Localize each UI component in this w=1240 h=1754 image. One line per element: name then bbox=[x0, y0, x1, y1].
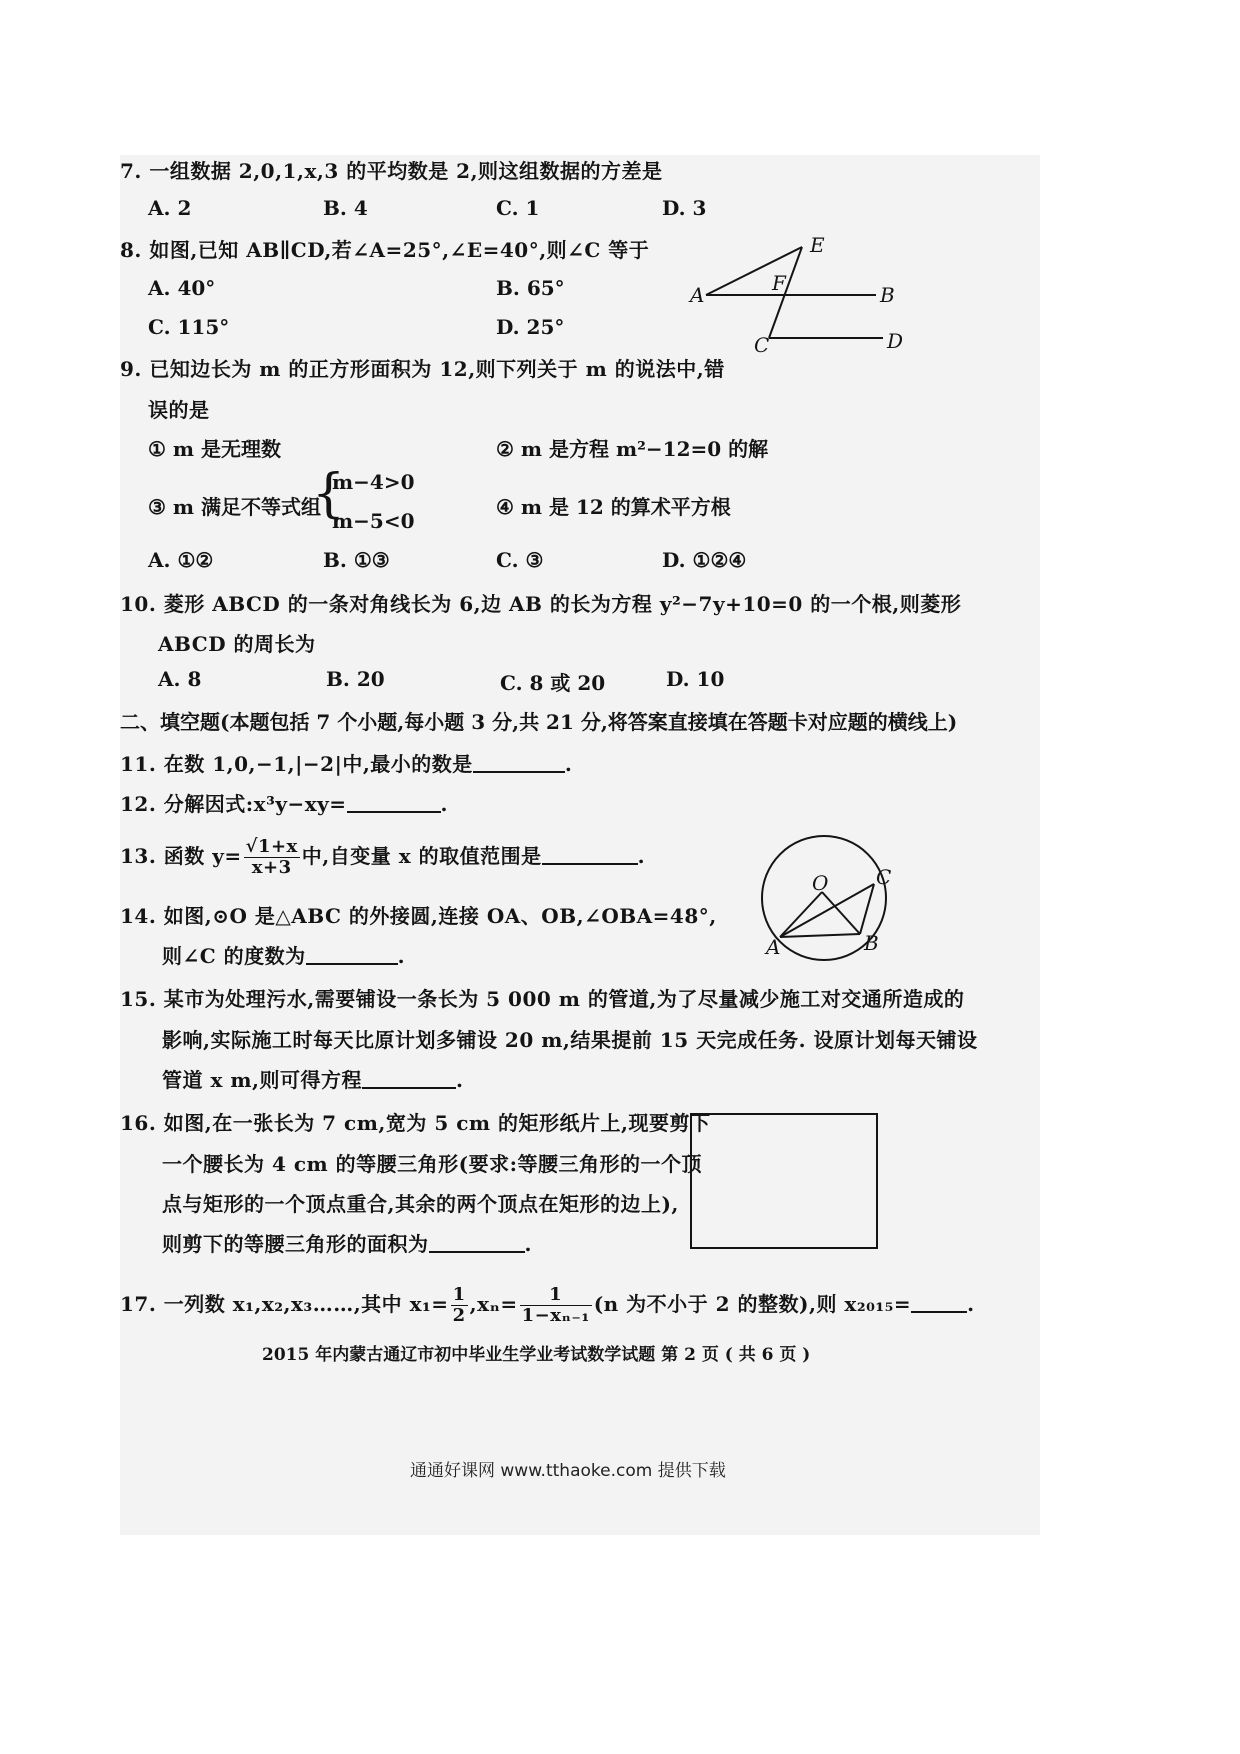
q8-stem: 8. 如图,已知 AB∥CD,若∠A=25°,∠E=40°,则∠C 等于 bbox=[120, 238, 650, 262]
q14-label-b: B bbox=[864, 931, 879, 955]
q14-label-o: O bbox=[812, 871, 829, 895]
q17-stem: 17. 一列数 x₁,x₂,x₃……,其中 x₁= $\frac{1}{2}$ ,xₙ= $\frac{1}{\text{1−xₙ₋₁}}$ (n 为不小于 2 的整数),则 x₂₀₁₅= . bbox=[120, 1284, 975, 1326]
q9-inequality-row2: m−5<0 bbox=[332, 509, 415, 533]
q8-label-c: C bbox=[754, 333, 770, 357]
q10-option-b: B. 20 bbox=[326, 667, 385, 691]
q8-option-d: D. 25° bbox=[496, 315, 565, 339]
q7-option-a: A. 2 bbox=[148, 196, 192, 220]
q8-label-a: A bbox=[690, 283, 705, 307]
q9-stem-line1: 9. 已知边长为 m 的正方形面积为 12,则下列关于 m 的说法中,错 bbox=[120, 357, 725, 381]
q14-line2: 则∠C 的度数为 . bbox=[162, 944, 406, 968]
q8-option-b: B. 65° bbox=[496, 276, 565, 300]
q13-answer-blank bbox=[542, 863, 638, 865]
q9-option-a: A. ①② bbox=[148, 548, 214, 572]
q16-line4: 则剪下的等腰三角形的面积为 . bbox=[162, 1232, 532, 1256]
q14-line1: 14. 如图,⊙O 是△ABC 的外接圆,连接 OA、OB,∠OBA=48°, bbox=[120, 904, 717, 928]
q9-option-c: C. ③ bbox=[496, 548, 544, 572]
q8-label-d: D bbox=[887, 329, 904, 353]
q12-stem: 12. 分解因式:x³y−xy= . bbox=[120, 792, 448, 816]
q14-label-a: A bbox=[766, 935, 781, 959]
q15-line2: 影响,实际施工时每天比原计划多铺设 20 m,结果提前 15 天完成任务. 设原计划每天铺设 bbox=[162, 1028, 978, 1052]
q10-stem-line2: ABCD 的周长为 bbox=[158, 632, 316, 656]
q7-option-c: C. 1 bbox=[496, 196, 540, 220]
q8-option-c: C. 115° bbox=[148, 315, 230, 339]
page-footer: 2015 年内蒙古通辽市初中毕业生学业考试数学试题 第 2 页 ( 共 6 页 ) bbox=[262, 1345, 811, 1365]
q13-stem: 13. 函数 y= $\frac{√1+x}{x+3}$ 中,自变量 x 的取值范围是 . bbox=[120, 836, 646, 878]
q14-circumcircle-figure bbox=[750, 830, 910, 970]
q11-answer-blank bbox=[473, 771, 565, 773]
q16-answer-blank bbox=[429, 1251, 525, 1253]
q8-label-f: F bbox=[772, 271, 786, 295]
q14-answer-blank bbox=[306, 963, 398, 965]
q10-stem-line1: 10. 菱形 ABCD 的一条对角线长为 6,边 AB 的长为方程 y²−7y+10=0 的一个根,则菱形 bbox=[120, 592, 962, 616]
q17-answer-blank bbox=[911, 1311, 967, 1313]
q9-option-b: B. ①③ bbox=[323, 548, 390, 572]
q10-option-d: D. 10 bbox=[666, 667, 725, 691]
q16-line3: 点与矩形的一个顶点重合,其余的两个顶点在矩形的边上), bbox=[162, 1192, 679, 1216]
q9-statement-4: ④ m 是 12 的算术平方根 bbox=[496, 495, 731, 519]
q11-stem: 11. 在数 1,0,−1,|−2|中,最小的数是 . bbox=[120, 752, 573, 776]
q9-statement-3: ③ m 满足不等式组 bbox=[148, 495, 322, 519]
q10-option-a: A. 8 bbox=[158, 667, 202, 691]
q7-option-d: D. 3 bbox=[662, 196, 707, 220]
q16-rectangle-figure bbox=[690, 1113, 878, 1249]
q8-label-b: B bbox=[880, 283, 895, 307]
q8-parallel-lines-figure bbox=[680, 230, 920, 360]
q9-inequality-brace: { bbox=[312, 464, 346, 524]
source-watermark: 通通好课网 www.tthaoke.com 提供下载 bbox=[410, 1461, 726, 1481]
q9-option-d: D. ①②④ bbox=[662, 548, 747, 572]
q15-line3: 管道 x m,则可得方程 . bbox=[162, 1068, 464, 1092]
q15-line1: 15. 某市为处理污水,需要铺设一条长为 5 000 m 的管道,为了尽量减少施工对交通所造成的 bbox=[120, 987, 965, 1011]
q9-inequality-row1: m−4>0 bbox=[332, 470, 415, 494]
q7-option-b: B. 4 bbox=[323, 196, 368, 220]
q8-option-a: A. 40° bbox=[148, 276, 216, 300]
section-2-heading: 二、填空题(本题包括 7 个小题,每小题 3 分,共 21 分,将答案直接填在答题卡对应题的横线上) bbox=[120, 710, 958, 734]
q7-stem: 7. 一组数据 2,0,1,x,3 的平均数是 2,则这组数据的方差是 bbox=[120, 159, 663, 183]
q16-line1: 16. 如图,在一张长为 7 cm,宽为 5 cm 的矩形纸片上,现要剪下 bbox=[120, 1111, 711, 1135]
q12-answer-blank bbox=[347, 811, 441, 813]
q14-label-c: C bbox=[876, 865, 892, 889]
q8-label-e: E bbox=[810, 233, 825, 257]
q9-statement-2: ② m 是方程 m²−12=0 的解 bbox=[496, 437, 769, 461]
q15-answer-blank bbox=[362, 1087, 456, 1089]
q16-line2: 一个腰长为 4 cm 的等腰三角形(要求:等腰三角形的一个顶 bbox=[162, 1152, 702, 1176]
q10-option-c: C. 8 或 20 bbox=[500, 671, 606, 695]
q9-statement-1: ① m 是无理数 bbox=[148, 437, 282, 461]
q9-stem-line2: 误的是 bbox=[148, 398, 210, 422]
